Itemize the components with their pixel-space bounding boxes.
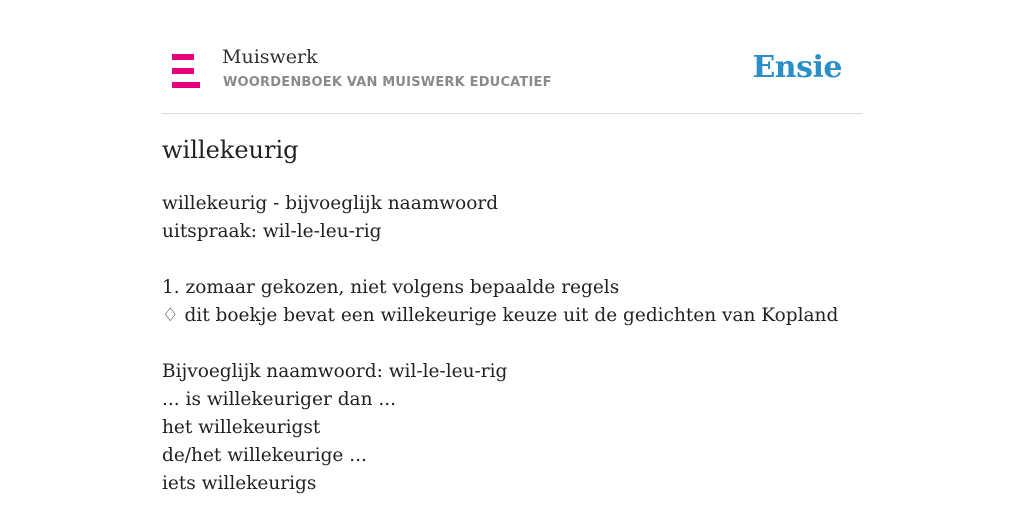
ensie-logo-link[interactable]: Ensie [752,50,842,85]
entry-line-inflected: de/het willekeurige ... [162,445,367,466]
muiswerk-logo-icon[interactable] [172,54,200,88]
source-name[interactable]: Muiswerk [222,46,318,68]
entry-line-blank [162,330,838,358]
header [162,0,862,114]
source-subtitle: WOORDENBOEK VAN MUISWERK EDUCATIEF [223,75,552,90]
page [162,0,862,512]
entry-line-word-class: willekeurig - bijvoeglijk naamwoord [162,193,499,214]
entry-line-definition: 1. zomaar gekozen, niet volgens bepaalde regels [162,277,620,298]
entry-line-partitive: iets willekeurigs [162,473,317,494]
entry-line-comparative: ... is willekeuriger dan ... [162,389,397,410]
entry-line-superlative: het willekeurigst [162,417,321,438]
entry-line-inflection-heading: Bijvoeglijk naamwoord: wil-le-leu-rig [162,361,508,382]
entry-line-blank [162,246,838,274]
entry-title: willekeurig [162,136,299,164]
entry-body [162,190,838,498]
entry-line-example: ♢ dit boekje bevat een willekeurige keuze uit de gedichten van Kopland [162,305,839,326]
entry-line-pronunciation: uitspraak: wil-le-leu-rig [162,221,382,242]
